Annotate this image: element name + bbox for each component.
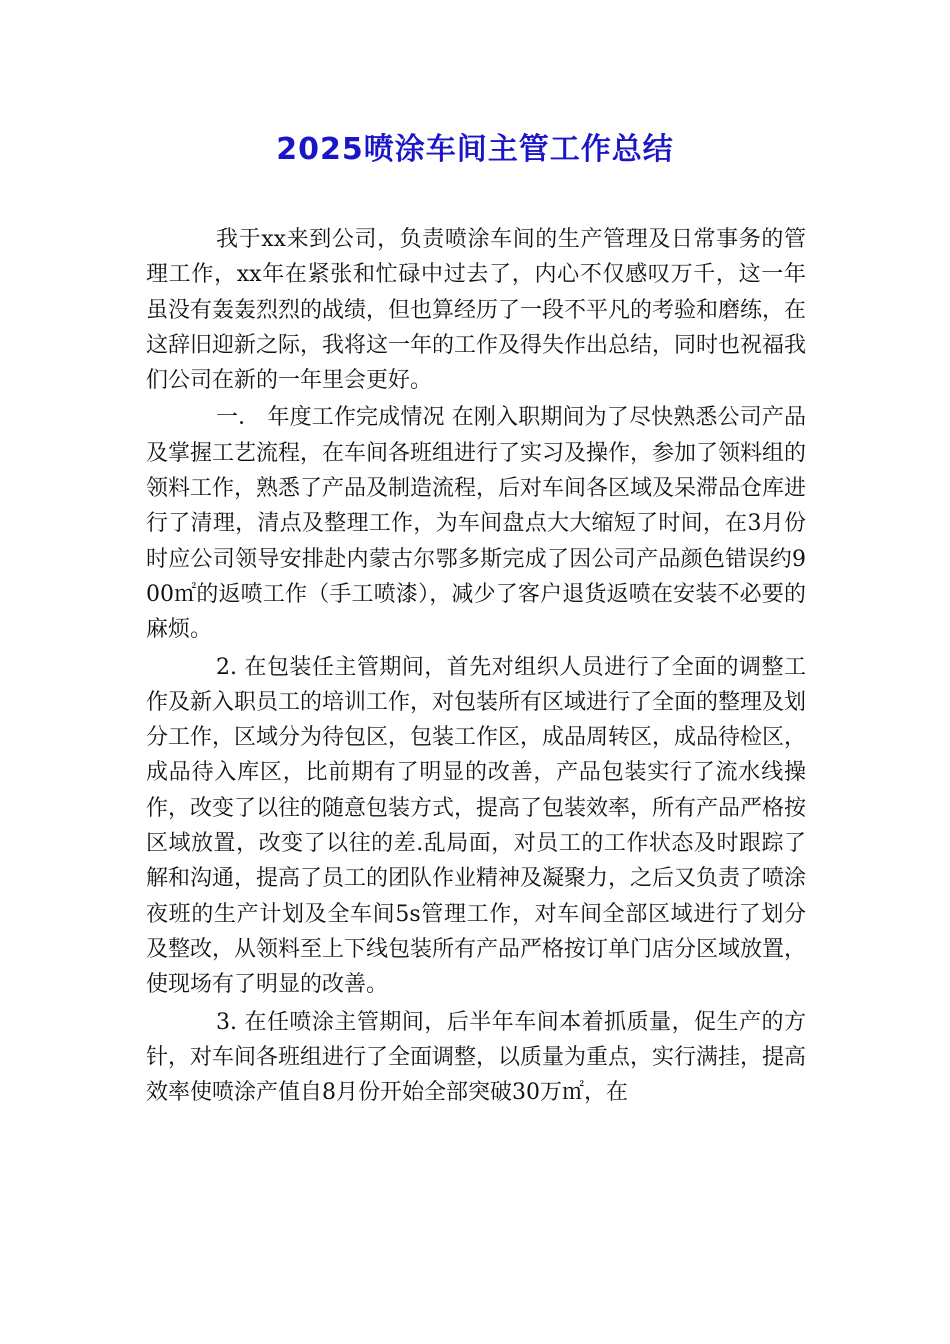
- paragraph-section-1: 一． 年度工作完成情况 在刚入职期间为了尽快熟悉公司产品及掌握工艺流程，在车间各班组进行了实习及操作，参加了领料组的领料工作，熟悉了产品及制造流程，后对车间各区域及呆滞品仓库进行了清理，清点及整理工作，为车间盘点大大缩短了时间，在3月份时应公司领导安排赴内蒙古尔鄂多斯完成了因公司产品颜色错误约900㎡的返喷工作（手工喷漆），减少了客户退货返喷在安装不必要的麻烦。: [146, 405, 807, 643]
- document-title: 2025喷涂车间主管工作总结: [276, 132, 674, 167]
- paragraph-intro: 我于xx来到公司，负责喷涂车间的生产管理及日常事务的管理工作，xx年在紧张和忙碌中过去了，内心不仅感叹万千，这一年虽没有轰轰烈烈的战绩，但也算经历了一段不平凡的考验和磨练，在这辞旧迎新之际，我将这一年的工作及得失作出总结，同时也祝福我们公司在新的一年里会更好。: [146, 227, 807, 394]
- paragraph-section-2: 2. 在包装任主管期间，首先对组织人员进行了全面的调整工作及新入职员工的培训工作，对包装所有区域进行了全面的整理及划分工作，区域分为待包区，包装工作区，成品周转区，成品待检区，成品待入库区，比前期有了明显的改善，产品包装实行了流水线操作，改变了以往的随意包装方式，提高了包装效率，所有产品严格按区域放置，改变了以往的差.乱局面，对员工的工作状态及时跟踪了解和沟通，提高了员工的团队作业精神及凝聚力，之后又负责了喷涂夜班的生产计划及全车间5s管理工作，对车间全部区域进行了划分及整改，从领料至上下线包装所有产品严格按订单门店分区域放置，使现场有了明显的改善。: [146, 654, 807, 998]
- document-body: [146, 222, 806, 1110]
- paragraph-section-3: 3. 在任喷涂主管期间，后半年车间本着抓质量，促生产的方针，对车间各班组进行了全面调整，以质量为重点，实行满挂，提高效率使喷涂产值自8月份开始全部突破30万㎡，在: [146, 1009, 807, 1106]
